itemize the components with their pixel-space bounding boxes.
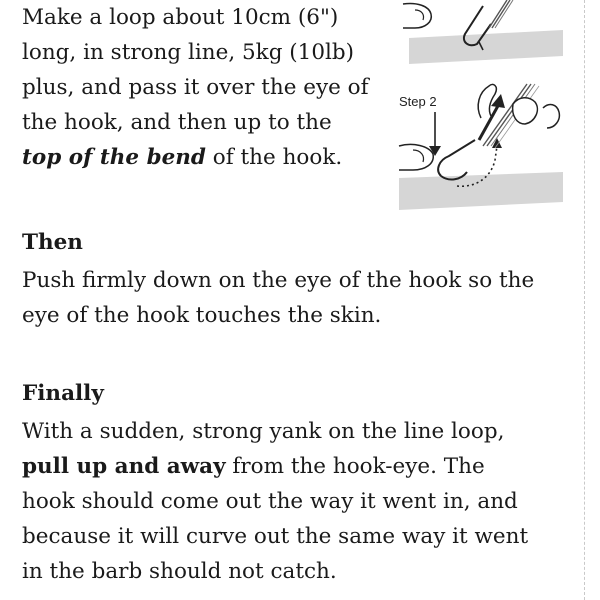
skin-block-icon xyxy=(409,30,563,64)
page-divider xyxy=(584,0,585,600)
emphasis-text: pull up and away xyxy=(22,454,226,479)
skin-block-icon xyxy=(399,172,563,210)
finally-text: from the hook-eye. The xyxy=(225,454,485,479)
finger-icon xyxy=(399,144,433,170)
then-paragraph xyxy=(22,263,582,333)
finger-icon xyxy=(403,3,431,28)
finally-line: hook should come out the way it went in, and xyxy=(22,489,518,514)
then-heading: Then xyxy=(22,230,83,255)
intro-line: the hook, and then up to the xyxy=(22,110,332,135)
finally-line: in the barb should not catch. xyxy=(22,559,337,584)
intro-text: of the hook. xyxy=(205,145,343,170)
hook-icon xyxy=(438,140,475,176)
intro-line xyxy=(22,140,392,175)
emphasis-text: top of the bend xyxy=(22,145,206,170)
intro-line: Make a loop about 10cm (6") xyxy=(22,5,339,30)
intro-paragraph xyxy=(22,0,392,175)
finally-line xyxy=(22,449,582,484)
then-line: Push firmly down on the eye of the hook so the xyxy=(22,268,535,293)
hook-removal-illustration xyxy=(395,0,575,215)
finally-line: With a sudden, strong yank on the line loop, xyxy=(22,419,505,444)
intro-line: plus, and pass it over the eye of xyxy=(22,75,369,100)
step-2-label: Step 2 xyxy=(399,94,437,109)
finally-paragraph xyxy=(22,414,582,589)
finally-heading: Finally xyxy=(22,381,104,406)
finally-line: because it will curve out the same way it went xyxy=(22,524,529,549)
then-line: eye of the hook touches the skin. xyxy=(22,303,382,328)
intro-line: long, in strong line, 5kg (10lb) xyxy=(22,40,355,65)
